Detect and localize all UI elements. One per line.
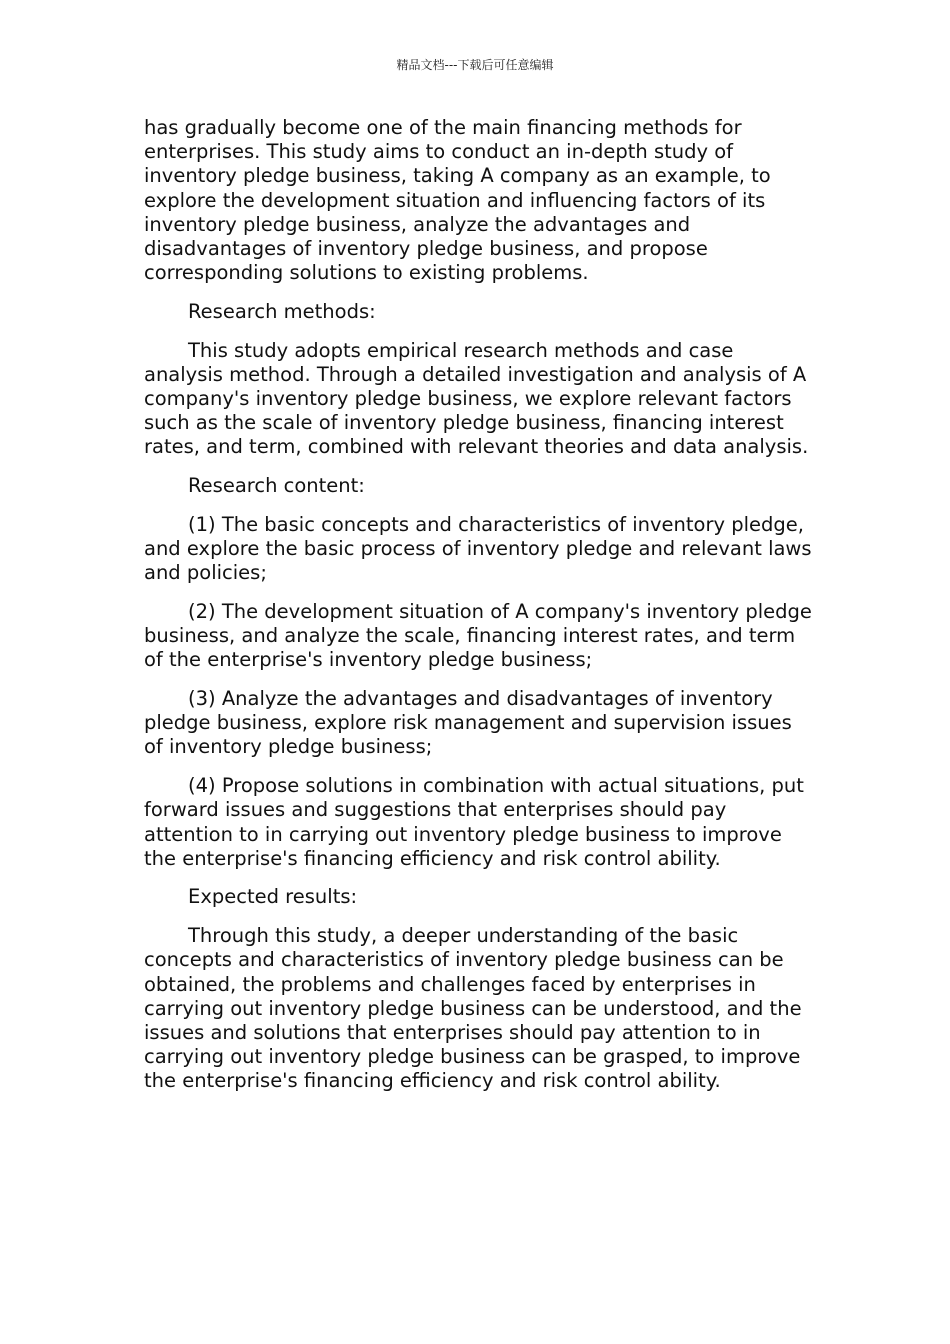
paragraph-content-item-4: (4) Propose solutions in combination with actual situations, put forward issues and suggestions that enterprises should pay attention to in carrying out inventory pledge business to improve the enterprise's financing efficiency and risk control ability. [144,774,804,870]
paragraph-research-methods: This study adopts empirical research methods and case analysis method. Through a detailed investigation and analysis of A company's inventory pledge business, we explore relevant factors such as the scale of inventory pledge business, financing interest rates, and term, combined with relevant theories and data analysis. [144,338,809,459]
heading-research-methods: Research methods: [188,299,376,323]
heading-research-content: Research content: [188,474,365,498]
paragraph-expected-results: Through this study, a deeper understanding of the basic concepts and characteristics of inventory pledge business can be obtained, the problems and challenges faced by enterprises in carrying out inventory pledge business can be understood, and the issues and solutions that enterprises should pay attention to in carrying out inventory pledge business can be grasped, to improve the enterprise's financing efficiency and risk control ability. [144,924,802,1093]
paragraph-intro-continuation: has gradually become one of the main financing methods for enterprises. This study aims to conduct an in-depth study of inventory pledge business, taking A company as an example, to explore the development situation and influencing factors of its inventory pledge business, analyze the advantages and disadvantages of inventory pledge business, and propose corresponding solutions to existing problems. [144,116,771,285]
paragraph-content-item-3: (3) Analyze the advantages and disadvantages of inventory pledge business, explore risk management and supervision issues of inventory pledge business; [144,687,792,759]
paragraph-content-item-2: (2) The development situation of A company's inventory pledge business, and analyze the scale, financing interest rates, and term of the enterprise's inventory pledge business; [144,599,812,672]
heading-expected-results: Expected results: [188,885,358,909]
document-body [144,116,816,1108]
page-header: 精品文档---下载后可任意编辑 [396,58,554,72]
paragraph-content-item-1: (1) The basic concepts and characteristics of inventory pledge, and explore the basic process of inventory pledge and relevant laws and policies; [144,512,812,585]
